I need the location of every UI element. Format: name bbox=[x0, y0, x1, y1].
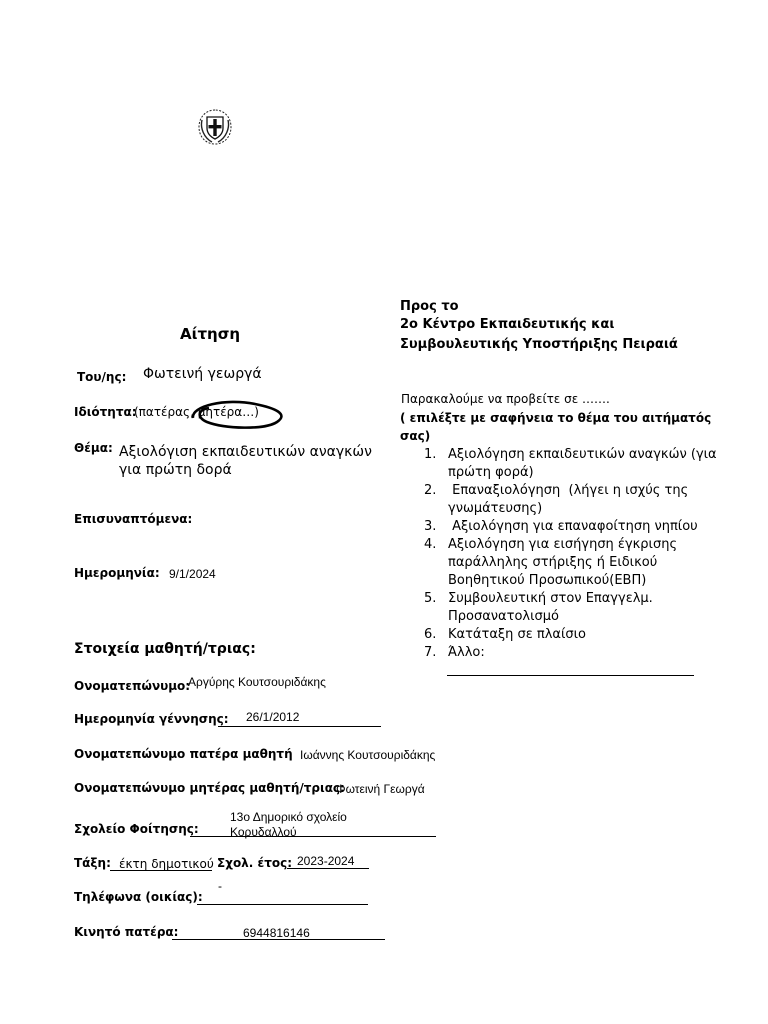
request-instruction-1: ( επιλέξτε με σαφήνεια το θέμα του αιτήματός bbox=[400, 411, 712, 425]
recipient-line-3: Συμβουλευτικής Υποστήριξης Πειραιά bbox=[400, 337, 678, 352]
request-instruction-2: σας) bbox=[400, 429, 431, 443]
list-item bbox=[402, 536, 732, 590]
phone-label: Τηλέφωνα (οικίας): bbox=[74, 890, 203, 904]
date-value: 9/1/2024 bbox=[169, 567, 216, 581]
list-item-number: 7. bbox=[424, 645, 437, 660]
list-item-number: 2. bbox=[424, 483, 437, 498]
request-intro: Παρακαλούμε να προβείτε σε ……. bbox=[401, 392, 610, 406]
fullname-label: Ονοματεπώνυμο: bbox=[74, 679, 191, 693]
school-year-line bbox=[287, 868, 369, 869]
subject-line-1: Αξιολόγιση εκπαιδευτικών αναγκών bbox=[119, 444, 372, 460]
phone-value: - bbox=[218, 879, 222, 893]
capacity-label: Ιδιότητα: bbox=[74, 405, 137, 419]
coat-of-arms-emblem bbox=[194, 106, 236, 148]
list-item-text: Αξιολόγηση εκπαιδευτικών αναγκών (για bbox=[448, 447, 717, 462]
list-item-text: Επαναξιολόγηση (λήγει η ισχύς της bbox=[448, 483, 689, 498]
student-heading: Στοιχεία μαθητή/τριας: bbox=[74, 641, 256, 657]
list-item bbox=[402, 590, 732, 626]
applicant-label: Του/ης: bbox=[77, 370, 127, 384]
list-item-text-cont: παράλληλης στήριξης ή Ειδικού bbox=[448, 555, 658, 570]
list-item bbox=[402, 518, 732, 536]
list-item-number: 3. bbox=[424, 519, 437, 534]
school-label: Σχολείο Φοίτησης: bbox=[74, 822, 199, 836]
phone-line bbox=[197, 904, 368, 905]
school-value-line-2: Κορυδαλλού bbox=[230, 825, 297, 839]
attachments-label: Επισυναπτόμενα: bbox=[74, 512, 193, 526]
birthdate-line bbox=[218, 726, 381, 727]
list-item-text-cont: Προσανατολισμό bbox=[448, 609, 559, 624]
school-value-line-1: 13ο Δημορικό σχολείο bbox=[230, 810, 347, 824]
list-item-text: Αξιολόγηση για εισήγηση έγκρισης bbox=[448, 537, 678, 552]
greek-coat-of-arms-icon bbox=[194, 106, 236, 148]
circled-mark bbox=[185, 396, 295, 432]
other-answer-line bbox=[447, 675, 694, 676]
list-item-text: Άλλο: bbox=[448, 645, 485, 660]
father-label: Ονοματεπώνυμο πατέρα μαθητή bbox=[74, 747, 293, 761]
mother-label: Ονοματεπώνυμο μητέρας μαθητή/τριας: bbox=[74, 781, 345, 795]
school-line bbox=[190, 836, 436, 837]
class-value: έκτη δημοτικού bbox=[119, 857, 214, 871]
recipient-line-2: 2ο Κέντρο Εκπαιδευτικής και bbox=[400, 317, 615, 332]
list-item-text-cont: Βοηθητικού Προσωπικού(ΕΒΠ) bbox=[448, 573, 647, 588]
date-label: Ημερομηνία: bbox=[74, 566, 160, 580]
list-item-number: 1. bbox=[424, 447, 437, 462]
school-year-label: Σχολ. έτος: bbox=[217, 856, 293, 870]
list-item-number: 4. bbox=[424, 537, 437, 552]
birthdate-label: Ημερομηνία γέννησης: bbox=[74, 712, 229, 726]
list-item-text: Κατάταξη σε πλαίσιο bbox=[448, 627, 586, 642]
class-label: Τάξη: bbox=[74, 856, 111, 870]
father-value: Ιωάννης Κουτσουριδάκης bbox=[300, 748, 436, 762]
request-options-list bbox=[402, 446, 732, 662]
list-item-text-cont: γνωμάτευσης) bbox=[448, 501, 543, 516]
school-year-value: 2023-2024 bbox=[297, 854, 355, 868]
subject-label: Θέμα: bbox=[74, 441, 113, 455]
list-item-text: Αξιολόγηση για επαναφοίτηση νηπίου bbox=[448, 519, 698, 534]
mobile-label: Κινητό πατέρα: bbox=[74, 925, 179, 939]
list-item bbox=[402, 446, 732, 482]
birthdate-value: 26/1/2012 bbox=[246, 710, 300, 724]
capacity-options: (πατέρας, μητέρα…) bbox=[134, 405, 259, 419]
list-item bbox=[402, 626, 732, 644]
mother-value: Φωτεινή Γεωργά bbox=[336, 782, 425, 796]
list-item bbox=[402, 644, 732, 662]
fullname-value: Αργύρης Κουτσουριδάκης bbox=[188, 675, 326, 689]
subject-line-2: για πρώτη δορά bbox=[119, 462, 232, 478]
list-item-text-cont: πρώτη φορά) bbox=[448, 465, 534, 480]
document-title: Αίτηση bbox=[180, 325, 241, 343]
applicant-value: Φωτεινή γεωργά bbox=[143, 366, 262, 382]
recipient-line-1: Προς το bbox=[400, 299, 459, 314]
list-item bbox=[402, 482, 732, 518]
list-item-text: Συμβουλευτική στον Επαγγελμ. bbox=[448, 591, 653, 606]
list-item-number: 6. bbox=[424, 627, 437, 642]
list-item-number: 5. bbox=[424, 591, 437, 606]
mobile-value: 6944816146 bbox=[243, 926, 310, 940]
